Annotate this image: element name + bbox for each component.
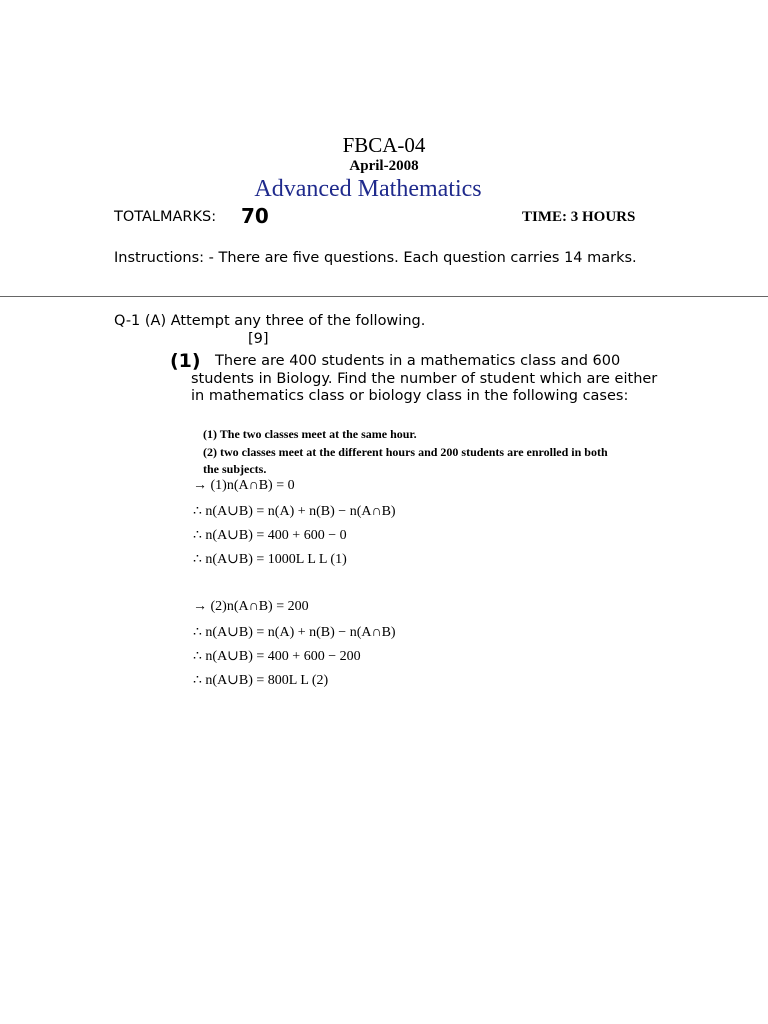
horizontal-divider [0,296,768,297]
solution-line: → (1)n(A∩B) = 0 [193,478,295,493]
solution-line: ∴ n(A∪B) = 1000L L L (1) [193,552,347,567]
instructions: Instructions: - There are five questions. Each question carries 14 marks. [114,250,637,266]
solution-line: ∴ n(A∪B) = 400 + 600 − 200 [193,649,361,664]
solution-line: ∴ n(A∪B) = n(A) + n(B) − n(A∩B) [193,625,396,640]
solution-line: ∴ n(A∪B) = 400 + 600 − 0 [193,528,347,543]
part-text: There are 400 students in a mathematics class and 600 students in Biology. Find the number of student which are either in mathematics class or biology class in the following cases: [191,353,658,404]
exam-duration: TIME: 3 HOURS [522,209,636,225]
subject-title: Advanced Mathematics [254,176,482,202]
case-two: (2) two classes meet at the different hours and 200 students are enrolled in both the subjects. [203,445,608,476]
part-number: (1) [170,350,201,372]
question-heading: Q-1 (A) Attempt any three of the following. [114,313,426,329]
solution-line: ∴ n(A∪B) = 800L L (2) [193,673,329,688]
question-marks: [9] [248,331,269,347]
paper-code: FBCA-04 [342,133,426,157]
solution-line: ∴ n(A∪B) = n(A) + n(B) − n(A∩B) [193,504,396,519]
total-marks-label: TOTALMARKS: [114,209,217,225]
case-one: (1) The two classes meet at the same hour. [203,427,417,441]
exam-date: April-2008 [349,158,419,174]
solution-line: → (2)n(A∩B) = 200 [193,599,309,614]
total-marks-value: 70 [241,204,269,228]
